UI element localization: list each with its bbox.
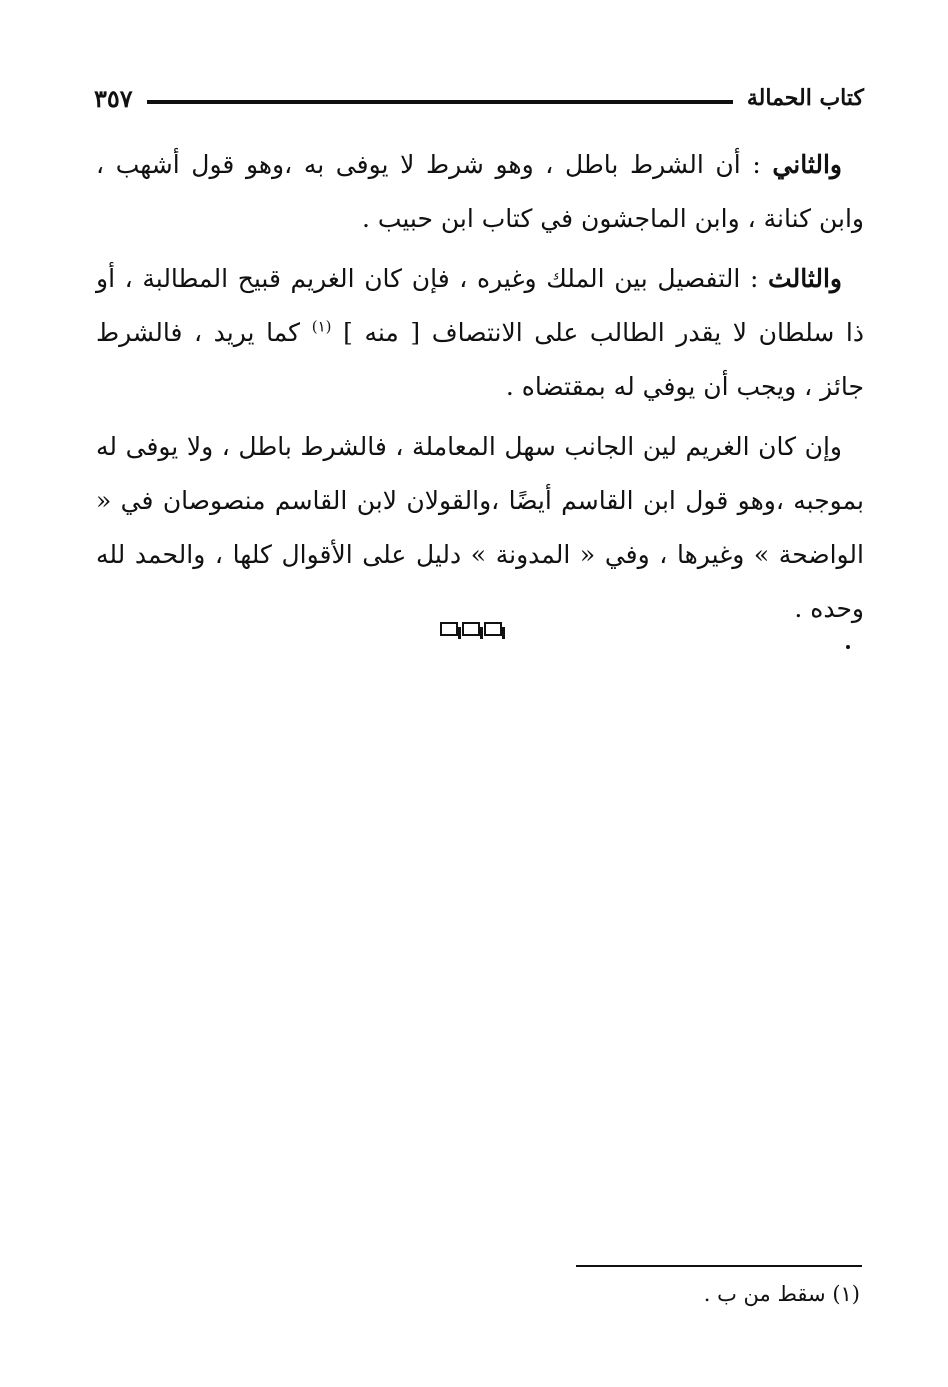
footnote-separator <box>576 1265 862 1267</box>
paragraph-text: : التفصيل بين الملك وغيره ، فإن كان الغريم قبيح المطالبة ، أو ذا سلطان لا يقدر الطالب على الانتصاف [ منه ] <box>96 264 865 347</box>
paragraph-text: : أن الشرط باطل ، وهو شرط لا يوفى به ،وهو قول أشهب ، وابن كنانة ، وابن الماجشون في كتاب ابن حبيب . <box>96 150 864 233</box>
header-rule <box>147 100 733 104</box>
page-number: ٣٥٧ <box>94 83 133 113</box>
paragraph-text: وإن كان الغريم لين الجانب سهل المعاملة ، فالشرط باطل ، ولا يوفى له بموجبه ،وهو قول ابن القاسم أيضًا ،والقولان لابن القاسم منصوصان في « الواضحة » وغيرها ، وفي « المدونة » دليل على الأقوال كلها ، والحمد لله وحده . <box>96 432 864 623</box>
paragraph-second-opinion <box>96 138 864 246</box>
ornament-square-icon <box>462 622 480 636</box>
footnote-reference[interactable]: (١) <box>311 317 332 336</box>
paragraph-lead: والثالث <box>768 264 843 293</box>
book-title: كتاب الحمالة <box>746 85 864 111</box>
section-end-ornament <box>440 622 502 636</box>
paragraph-text: كما يريد ، فالشرط جائز ، ويجب أن يوفي له بمقتضاه . <box>96 318 864 401</box>
main-text <box>96 138 864 642</box>
footnote-text: سقط من ب . <box>703 1282 826 1306</box>
ornament-square-icon <box>440 622 458 636</box>
footnote <box>704 1282 860 1306</box>
paragraph-lead: والثاني <box>772 150 842 179</box>
footnote-number: (١) <box>832 1282 860 1306</box>
ornament-square-icon <box>484 622 502 636</box>
stray-dot <box>846 645 850 649</box>
paragraph-conclusion <box>96 420 864 636</box>
paragraph-third-opinion <box>96 252 864 414</box>
running-header <box>94 80 864 116</box>
